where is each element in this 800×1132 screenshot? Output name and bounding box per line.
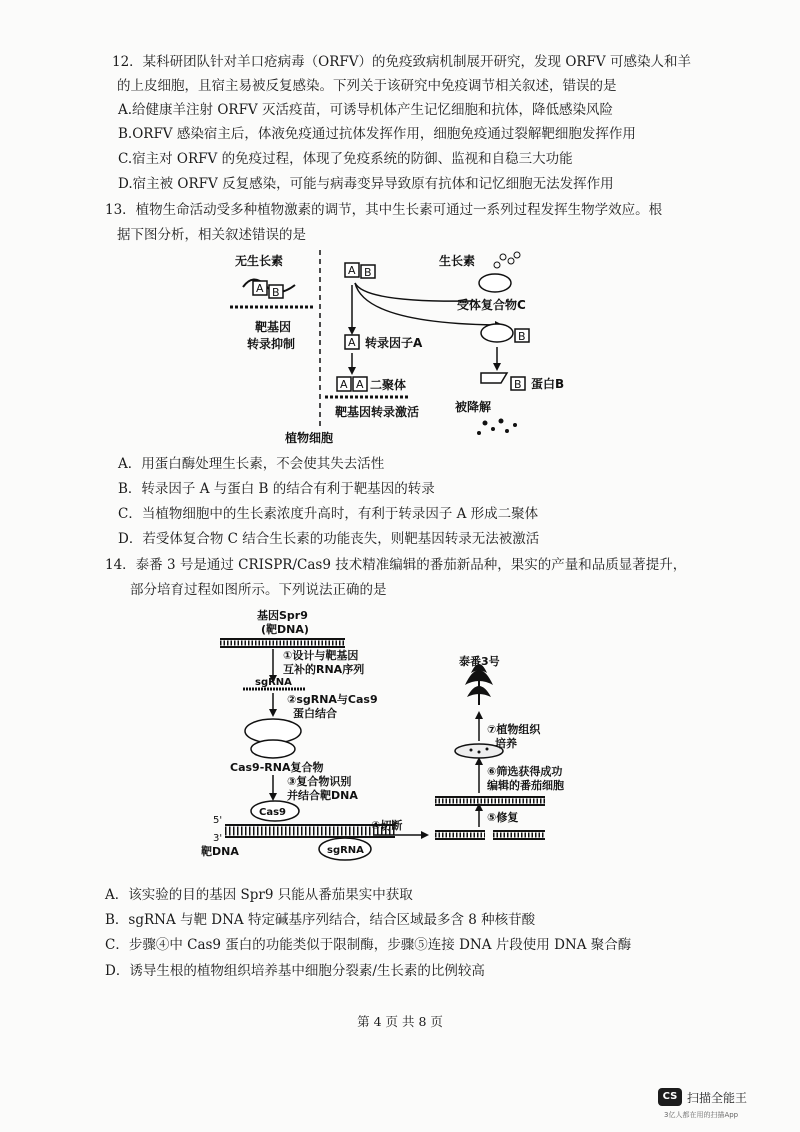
svg-text:A: A — [340, 378, 348, 391]
q13-stem-line2: 据下图分析，相关叙述错误的是 — [117, 227, 306, 243]
q12-stem-line2: 的上皮细胞，且宿主易被反复感染。下列关于该研究中免疫调节相关叙述，错误的是 — [117, 78, 617, 94]
degraded-fragments — [477, 419, 517, 436]
step2-line2: 蛋白结合 — [293, 707, 337, 720]
svg-text:B: B — [272, 286, 280, 299]
suppress-label-2: 转录抑制 — [247, 337, 296, 351]
q14-stem-line1: 14．泰番 3 号是通过 CRISPR/Cas9 技术精准编辑的番茄新品种，果实的产量和品质显著提升， — [105, 557, 687, 573]
target-dna-label: 靶DNA — [201, 845, 239, 858]
svg-text:B: B — [518, 330, 526, 343]
dimer-label: 二聚体 — [370, 378, 407, 392]
protein-b-label: 蛋白B — [531, 377, 565, 391]
auxin-label: 生长素 — [439, 254, 476, 268]
sgrna-label: sgRNA — [255, 677, 292, 688]
q12-option-a: A.给健康羊注射 ORFV 灭活疫苗，可诱导机体产生记忆细胞和抗体，降低感染风险 — [118, 102, 613, 118]
q13-option-c: C．当植物细胞中的生长素浓度升高时，有利于转录因子 A 形成二聚体 — [118, 506, 539, 522]
three-prime-label: 3' — [213, 833, 223, 844]
complex-label: Cas9-RNA复合物 — [230, 761, 324, 774]
five-prime-label: 5' — [213, 815, 223, 826]
q14-stem-line2: 部分培育过程如图所示。下列说法正确的是 — [130, 582, 387, 598]
sgrna-bound-label: sgRNA — [327, 845, 364, 856]
svg-text:B: B — [364, 266, 372, 279]
step2-line1: ②sgRNA与Cas9 — [287, 693, 378, 706]
ab-complex-top — [345, 263, 375, 279]
plant-cell-label: 植物细胞 — [285, 431, 334, 445]
svg-text:B: B — [514, 378, 522, 391]
cas9-label: Cas9 — [259, 807, 286, 818]
svg-text:A: A — [348, 336, 356, 349]
no-auxin-label: 无生长素 — [235, 254, 284, 268]
step5-label: ⑤修复 — [487, 811, 519, 824]
step6-line1: ⑥筛选获得成功 — [487, 765, 563, 778]
step4-label: ④切断 — [371, 819, 403, 832]
repressed-complex — [243, 279, 295, 299]
q13-option-d: D．若受体复合物 C 结合生长素的功能丧失，则靶基因转录无法被激活 — [118, 531, 540, 547]
q14-option-b: B．sgRNA 与靶 DNA 特定碱基序列结合，结合区域最多含 8 种核苷酸 — [105, 912, 536, 928]
camscanner-logo-icon: CS — [658, 1088, 682, 1106]
receptor-shape — [479, 274, 511, 292]
gene-label: 基因Spr9 — [257, 609, 308, 622]
step7-line2: 培养 — [495, 737, 517, 750]
dna-repaired — [435, 797, 545, 805]
degraded-label: 被降解 — [455, 400, 492, 414]
step7-line1: ⑦植物组织 — [487, 723, 541, 736]
step6-line2: 编辑的番茄细胞 — [487, 779, 564, 792]
dna-cut — [435, 831, 545, 839]
svg-text:A: A — [256, 282, 264, 295]
auxin-molecules — [494, 252, 520, 268]
page-footer: 第 4 页 共 8 页 — [357, 1014, 443, 1029]
q12-option-b: B.ORFV 感染宿主后，体液免疫通过抗体发挥作用，细胞免疫通过裂解靶细胞发挥作用 — [118, 126, 636, 142]
q12-option-c: C.宿主对 ORFV 的免疫过程，体现了免疫系统的防御、监视和自稳三大功能 — [118, 151, 573, 167]
svg-text:A: A — [356, 378, 364, 391]
taifan-label: 泰番3号 — [459, 655, 500, 668]
q13-option-b: B．转录因子 A 与蛋白 B 的结合有利于靶基因的转录 — [118, 481, 435, 497]
step3-line2: 并结合靶DNA — [287, 789, 358, 802]
dna-strand-top — [220, 639, 345, 647]
auxin-signaling-figure — [225, 245, 585, 455]
step1-line2: 互补的RNA序列 — [283, 663, 365, 676]
step1-line1: ①设计与靶基因 — [283, 649, 359, 662]
camscanner-tagline: 3亿人都在用的扫描App — [664, 1111, 739, 1119]
activate-label: 靶基因转录激活 — [335, 405, 420, 419]
q14-option-c: C．步骤④中 Cas9 蛋白的功能类似于限制酶，步骤⑤连接 DNA 片段使用 DNA 聚合酶 — [105, 937, 632, 953]
tomato-plant — [465, 664, 493, 705]
q12-option-d: D.宿主被 ORFV 反复感染，可能与病毒变异导致原有抗体和记忆细胞无法发挥作用 — [118, 176, 614, 192]
svg-text:A: A — [348, 264, 356, 277]
q13-option-a: A．用蛋白酶处理生长素，不会使其失去活性 — [118, 456, 385, 472]
step3-line1: ③复合物识别 — [287, 775, 352, 788]
target-dna-paren: (靶DNA) — [261, 623, 309, 636]
q14-option-a: A．该实验的目的基因 Spr9 只能从番茄果实中获取 — [105, 887, 413, 903]
camscanner-name: 扫描全能王 — [687, 1091, 748, 1105]
receptor-label: 受体复合物C — [457, 298, 526, 312]
q13-stem-line1: 13．植物生命活动受多种植物激素的调节，其中生长素可通过一系列过程发挥生物学效应。根 — [105, 202, 663, 218]
crispr-figure — [195, 605, 615, 875]
q14-option-d: D．诱导生根的植物组织培养基中细胞分裂素/生长素的比例较高 — [105, 963, 485, 979]
tf-a-label: 转录因子A — [365, 336, 423, 350]
q12-stem-line1: 12．某科研团队针对羊口疮病毒（ORFV）的免疫致病机制展开研究，发现 ORFV 可感染人和羊 — [112, 54, 691, 70]
dna-strand-bound — [225, 825, 395, 837]
suppress-label-1: 靶基因 — [255, 320, 292, 334]
